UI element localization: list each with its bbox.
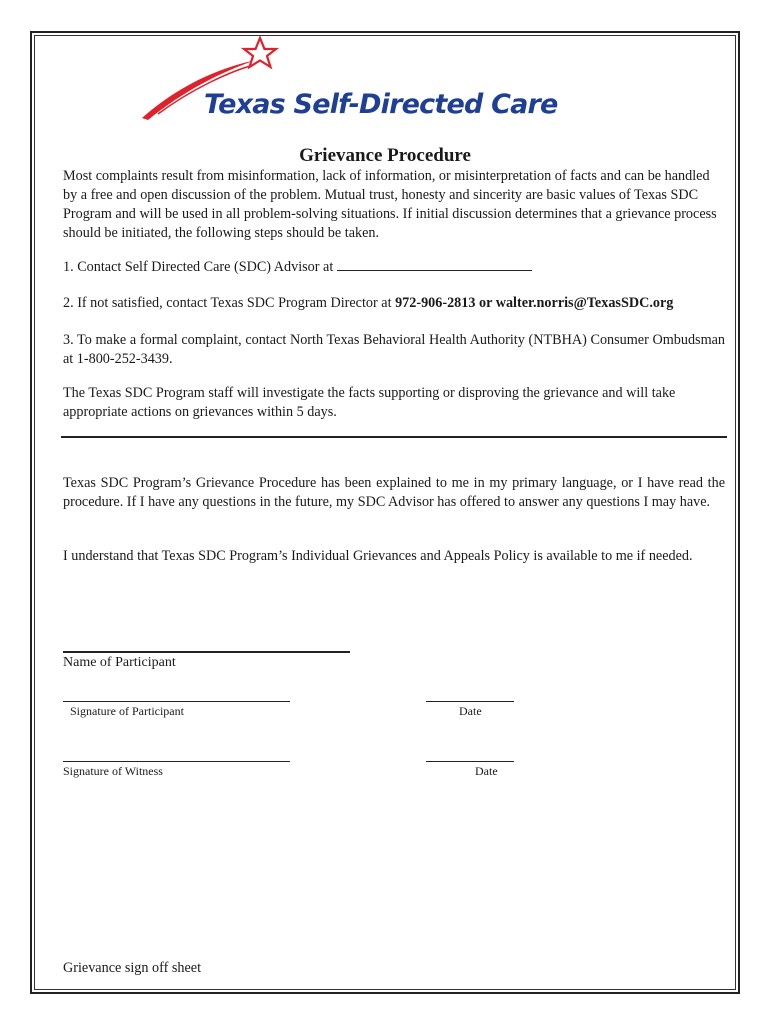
advisor-blank-line <box>337 258 532 271</box>
step-2-text: 2. If not satisfied, contact Texas SDC Program Director at <box>63 295 396 311</box>
step-3: 3. To make a formal complaint, contact North Texas Behavioral Health Authority (NTBHA) Consumer Ombudsman at 1-800-252-3439. <box>63 332 725 367</box>
step-2 <box>63 294 725 313</box>
director-contact: 972-906-2813 or walter.norris@TexasSDC.org <box>395 295 674 311</box>
participant-date-line <box>426 701 514 702</box>
participant-name-label: Name of Participant <box>63 655 176 670</box>
participant-signature-label: Signature of Participant <box>70 704 184 718</box>
closing-paragraph: The Texas SDC Program staff will investigate the facts supporting or disproving the grievance and will take appropriate actions on grievances within 5 days. <box>63 385 676 420</box>
participant-signature-line <box>63 701 290 702</box>
participant-name-line <box>63 651 350 653</box>
section-divider <box>61 436 727 438</box>
footer-text: Grievance sign off sheet <box>63 960 202 976</box>
star-icon <box>244 38 276 67</box>
logo-text: Texas Self-Directed Care <box>204 89 558 120</box>
step-1-text: 1. Contact Self Directed Care (SDC) Advisor at <box>63 259 334 275</box>
page-title: Grievance Procedure <box>299 145 471 166</box>
acknowledgement-policy: I understand that Texas SDC Program’s Individual Grievances and Appeals Policy is available to me if needed. <box>63 548 693 564</box>
witness-date-line <box>426 761 514 762</box>
participant-date-label: Date <box>459 704 482 718</box>
witness-signature-label: Signature of Witness <box>63 764 163 778</box>
witness-date-label: Date <box>475 764 498 778</box>
intro-paragraph: Most complaints result from misinformation, lack of information, or misinterpretation of facts and can be handled by a free and open discussion of the problem. Mutual trust, honesty and sincerity are basic values of Texas SDC Program and will be used in all problem-solving situations. If initial discussion determines that a grievance process should be initiated, the following steps should be taken. <box>63 168 717 241</box>
step-1 <box>63 258 725 277</box>
acknowledgement-explained: Texas SDC Program’s Grievance Procedure has been explained to me in my primary language, or I have read the procedure. If I have any questions in the future, my SDC Advisor has offered to answer any questions I may have. <box>63 475 725 510</box>
witness-signature-line <box>63 761 290 762</box>
